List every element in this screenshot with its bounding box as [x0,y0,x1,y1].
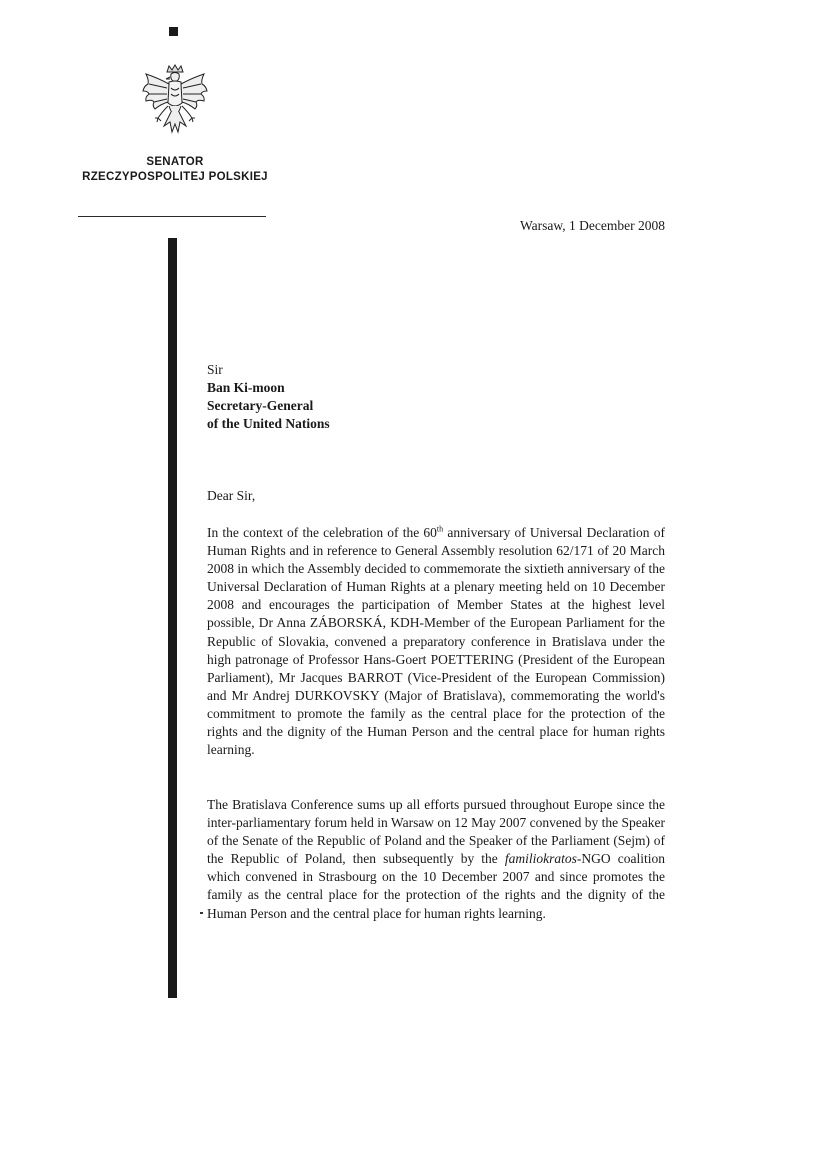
top-square-mark [169,27,178,36]
paragraph-1-rest: anniversary of Universal Declaration of Human Rights and in reference to General Assembly resolution 62/171 of 20 March 2008 in which the Assembly decided to commemorate the sixtieth anniversary of the Universal Declaration of Human Rights at a plenary meeting held on 10 December 2008 and encourages the participation of Member States at the highest level possible, Dr Anna ZÁBORSKÁ, KDH-Member of the European Parliament for the Republic of Slovakia, convened a preparatory conference in Bratislava under the high patronage of Professor Hans-Goert POETTERING (President of the European Parliament), Mr Jacques BARROT (Vice-President of the European Commission) and Mr Andrej DURKOVSKY (Major of Bratislava), commemorating the world's commitment to promote the family as the central place for the protection of the rights and the dignity of the Human Person and the central place for human rights learning. [207,525,665,758]
sender-heading [60,155,290,185]
recipient-organization: of the United Nations [207,416,330,431]
ordinal-suffix: th [436,524,444,534]
paragraph-1-start: In the context of the celebration of the 60 [207,525,437,540]
recipient-block [207,361,330,433]
recipient-salutation: Sir [207,362,223,377]
salutation: Dear Sir, [207,488,256,503]
sender-title: SENATOR [146,156,204,168]
sender-institution: RZECZYPOSPOLITEJ POLSKIEJ [82,171,268,183]
header-divider [78,216,266,217]
letter-date: Warsaw, 1 December 2008 [520,218,665,233]
body-paragraph-2 [207,796,665,923]
left-margin-bar [168,238,177,998]
body-paragraph-1 [207,524,665,759]
polish-eagle-emblem-icon [140,64,210,140]
recipient-title: Secretary-General [207,398,314,413]
recipient-name: Ban Ki-moon [207,380,285,395]
paragraph-2-start: The Bratislava Conference sums up all efforts pursued throughout Europe since the inter-parliamentary forum held in Warsaw on 12 May 2007 convened by the Speaker of the Senate of the Republic of Poland and the Speaker of the Parliament (Sejm) of the Republic of Poland, then subsequently by the [207,797,666,867]
paragraph-2-rest: -NGO coalition which convened in Strasbourg on the 10 December 2007 and since promotes the family as the central place for the protection of the rights and the dignity of the Human Person and the central place for human rights learning. [207,851,665,921]
margin-mark [200,912,203,914]
coalition-name: familiokratos [504,851,577,867]
